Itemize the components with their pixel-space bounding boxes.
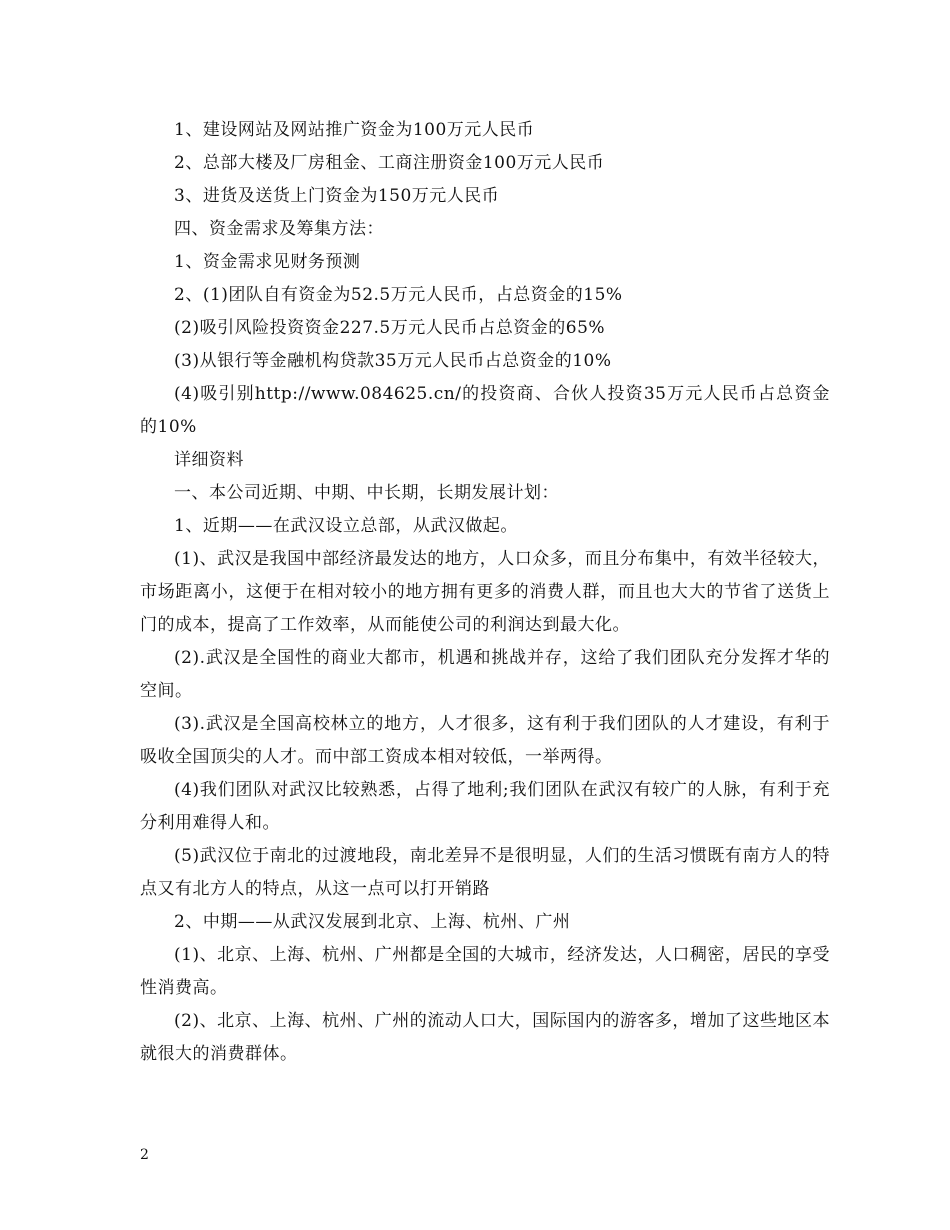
paragraph-6: 2、(1)团队自有资金为52.5万元人民币，占总资金的15% xyxy=(174,285,623,305)
paragraph-9: (4)吸引别http://www.084625.cn/的投资商、合伙人投资35万元人民币占总资金的10% xyxy=(140,384,830,437)
paragraph-18: 2、中期——从武汉发展到北京、上海、杭州、广州 xyxy=(174,912,571,932)
paragraph-17: (5)武汉位于南北的过渡地段，南北差异不是很明显，人们的生活习惯既有南方人的特点又有北方人的特点，从这一点可以打开销路 xyxy=(140,846,830,899)
paragraph-15: (3).武汉是全国高校林立的地方，人才很多，这有利于我们团队的人才建设，有利于吸收全国顶尖的人才。而中部工资成本相对较低，一举两得。 xyxy=(140,714,830,767)
document-body xyxy=(140,114,830,1071)
paragraph-2: 2、总部大楼及厂房租金、工商注册资金100万元人民币 xyxy=(174,153,605,173)
paragraph-16: (4)我们团队对武汉比较熟悉，占得了地利;我们团队在武汉有较广的人脉，有利于充分利用难得人和。 xyxy=(140,780,830,833)
paragraph-12: 1、近期——在武汉设立总部，从武汉做起。 xyxy=(174,516,518,536)
paragraph-19: (1)、北京、上海、杭州、广州都是全国的大城市，经济发达，人口稠密，居民的享受性消费高。 xyxy=(140,945,830,998)
paragraph-20: (2)、北京、上海、杭州、广州的流动人口大，国际国内的游客多，增加了这些地区本就很大的消费群体。 xyxy=(140,1011,830,1064)
paragraph-13: (1)、武汉是我国中部经济最发达的地方，人口众多，而且分布集中，有效半径较大，市场距离小，这便于在相对较小的地方拥有更多的消费人群，而且也大大的节省了送货上门的成本，提高了工作效率，从而能使公司的利润达到最大化。 xyxy=(140,549,830,635)
section-heading-funding: 四、资金需求及筹集方法： xyxy=(174,219,384,239)
paragraph-14: (2).武汉是全国性的商业大都市，机遇和挑战并存，这给了我们团队充分发挥才华的空间。 xyxy=(140,648,830,701)
details-heading: 详细资料 xyxy=(174,450,244,470)
paragraph-1: 1、建设网站及网站推广资金为100万元人民币 xyxy=(174,120,535,140)
paragraph-5: 1、资金需求见财务预测 xyxy=(174,252,361,272)
paragraph-3: 3、进货及送货上门资金为150万元人民币 xyxy=(174,186,500,206)
page-number: 2 xyxy=(140,1147,149,1163)
section-heading-plan: 一、本公司近期、中期、中长期，长期发展计划： xyxy=(174,483,559,503)
paragraph-8: (3)从银行等金融机构贷款35万元人民币占总资金的10% xyxy=(174,351,612,371)
paragraph-7: (2)吸引风险投资资金227.5万元人民币占总资金的65% xyxy=(174,318,606,338)
